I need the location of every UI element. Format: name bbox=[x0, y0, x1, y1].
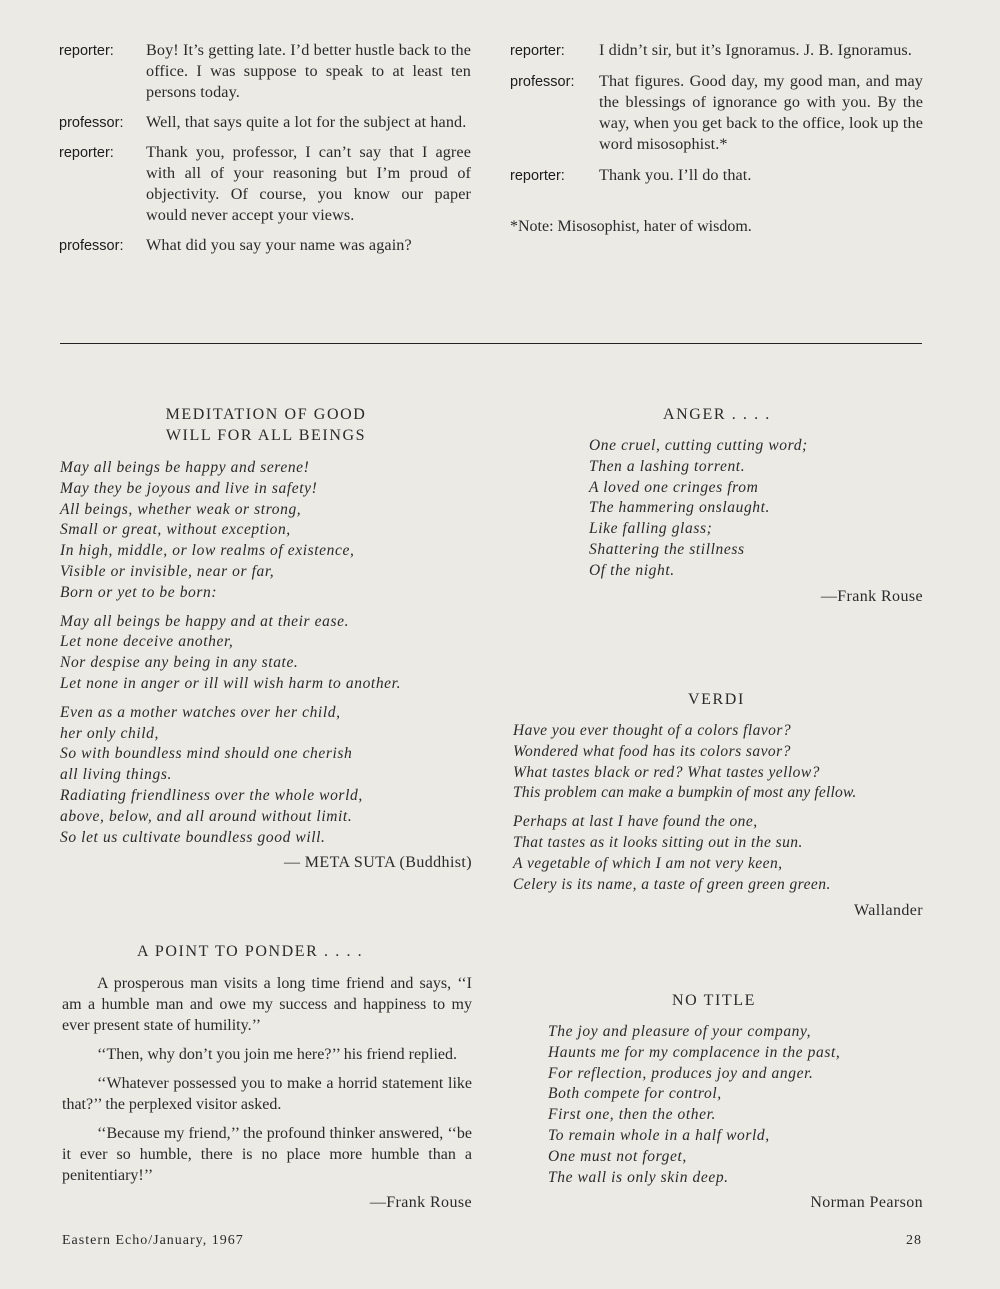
poem-line: The wall is only skin deep. bbox=[548, 1168, 729, 1186]
poem-line: Wondered what food has its colors savor? bbox=[513, 742, 791, 760]
poem-line: all living things. bbox=[60, 766, 172, 784]
poem-title: VERDI bbox=[688, 691, 745, 708]
poem-stanza bbox=[60, 703, 472, 849]
poem-line: Both compete for control, bbox=[548, 1085, 722, 1103]
article-title: A POINT TO PONDER . . . . bbox=[137, 943, 364, 960]
poem-stanza bbox=[60, 612, 472, 695]
poem-line: What tastes black or red? What tastes yellow? bbox=[513, 763, 820, 781]
poem-stanza bbox=[513, 721, 923, 804]
poem-line: That tastes as it looks sitting out in the sun. bbox=[513, 833, 803, 851]
article-attribution: —Frank Rouse bbox=[369, 1194, 472, 1211]
page-number: 28 bbox=[906, 1233, 922, 1248]
poem-line: One must not forget, bbox=[548, 1147, 687, 1165]
poem-line: Born or yet to be born: bbox=[60, 583, 218, 601]
poem-line: In high, middle, or low realms of existence, bbox=[60, 542, 355, 560]
speaker-label: professor: bbox=[59, 115, 124, 131]
poem-line: So with boundless mind should one cherish bbox=[60, 745, 353, 763]
publication-footer: Eastern Echo/January, 1967 bbox=[62, 1233, 244, 1248]
dialogue-line bbox=[59, 112, 471, 133]
poem-line: The joy and pleasure of your company, bbox=[548, 1023, 812, 1040]
speaker-label: professor: bbox=[510, 74, 575, 90]
poem-line: Let none deceive another, bbox=[60, 633, 234, 651]
dialogue-line bbox=[59, 40, 471, 103]
speaker-label: reporter: bbox=[510, 168, 565, 184]
dialogue-right-column bbox=[510, 40, 923, 236]
paragraph: ‘‘Because my friend,’’ the profound thinker answered, ‘‘be it ever so humble, there is no place more humble than a penitentiary!’’ bbox=[62, 1125, 472, 1184]
poem-line: above, below, and all around without limit. bbox=[60, 807, 353, 825]
poem-line: Of the night. bbox=[589, 561, 675, 579]
speech-text: What did you say your name was again? bbox=[146, 236, 412, 254]
poem-line: Have you ever thought of a colors flavor? bbox=[513, 722, 792, 739]
poem-line: May they be joyous and live in safety! bbox=[60, 479, 318, 497]
poem-stanza bbox=[510, 1022, 923, 1188]
anger-poem bbox=[510, 404, 923, 606]
poem-line: Nor despise any being in any state. bbox=[60, 654, 299, 672]
poem-attribution: — META SUTA (Buddhist) bbox=[283, 854, 472, 872]
poem-title: MEDITATION OF GOOD bbox=[165, 406, 367, 423]
poem-line: To remain whole in a half world, bbox=[548, 1126, 770, 1144]
poem-line: First one, then the other. bbox=[548, 1106, 716, 1124]
poem-line: A loved one cringes from bbox=[589, 478, 759, 496]
speech-text: Boy! It’s getting late. I’d better hustle back to the office. I was suppose to speak to at least ten persons today. bbox=[146, 41, 471, 101]
poem-line: This problem can make a bumpkin of most any fellow. bbox=[513, 784, 857, 802]
poem-line: May all beings be happy and at their ease. bbox=[60, 612, 350, 630]
poem-line: Visible or invisible, near or far, bbox=[60, 562, 275, 580]
poem-line: One cruel, cutting cutting word; bbox=[589, 437, 808, 454]
dialogue-line bbox=[59, 142, 471, 226]
speech-text: That figures. Good day, my good man, and may the blessings of ignorance go with you. By the way, when you get back to the office, look up the word misosophist.* bbox=[599, 72, 923, 153]
poem-line: Even as a mother watches over her child, bbox=[60, 703, 341, 721]
speech-text: I didn’t sir, but it’s Ignoramus. J. B. Ignoramus. bbox=[599, 41, 912, 59]
dialogue-line bbox=[510, 40, 923, 61]
verdi-poem bbox=[513, 689, 923, 920]
speaker-label: reporter: bbox=[510, 43, 565, 59]
speech-text: Thank you. I’ll do that. bbox=[599, 166, 752, 184]
poem-line: Let none in anger or ill will wish harm to another. bbox=[60, 674, 402, 692]
poem-line: May all beings be happy and serene! bbox=[60, 459, 310, 476]
speech-text: Thank you, professor, I can’t say that I agree with all of your reasoning but I’m proud of objectivity. Of course, you know our paper would never accept your views. bbox=[146, 143, 471, 224]
paragraph: ‘‘Then, why don’t you join me here?’’ his friend replied. bbox=[97, 1046, 458, 1063]
poem-stanza bbox=[513, 812, 923, 895]
poem-title: NO TITLE bbox=[672, 992, 757, 1009]
speaker-label: reporter: bbox=[59, 145, 114, 161]
point-to-ponder bbox=[62, 941, 472, 1212]
poem-line: Then a lashing torrent. bbox=[589, 457, 746, 475]
poem-line: Radiating friendliness over the whole world, bbox=[60, 786, 363, 804]
poem-title: WILL FOR ALL BEINGS bbox=[165, 427, 367, 444]
paragraph: ‘‘Whatever possessed you to make a horrid statement like that?’’ the perplexed visitor asked. bbox=[62, 1075, 472, 1113]
dialogue-line bbox=[510, 71, 923, 155]
dialogue-left-column bbox=[59, 40, 471, 265]
poem-line: For reflection, produces joy and anger. bbox=[548, 1064, 814, 1082]
speech-text: Well, that says quite a lot for the subject at hand. bbox=[146, 113, 467, 131]
speaker-label: professor: bbox=[59, 238, 124, 254]
poem-stanza bbox=[510, 436, 923, 582]
dialogue-line bbox=[510, 165, 923, 186]
poem-line: Haunts me for my complacence in the past, bbox=[548, 1043, 841, 1061]
footnote: *Note: Misosophist, hater of wisdom. bbox=[510, 218, 752, 235]
poem-line: A vegetable of which I am not very keen, bbox=[513, 854, 783, 872]
poem-line: Shattering the stillness bbox=[589, 540, 745, 558]
poem-line: Like falling glass; bbox=[589, 520, 713, 538]
poem-title: ANGER . . . . bbox=[663, 406, 771, 423]
speaker-label: reporter: bbox=[59, 43, 114, 59]
paragraph: A prosperous man visits a long time friend and says, ‘‘I am a humble man and owe my success and happiness to my ever present state of humility.’’ bbox=[62, 975, 472, 1034]
no-title-poem bbox=[510, 990, 923, 1212]
section-divider bbox=[60, 343, 922, 344]
poem-line: Celery is its name, a taste of green green green. bbox=[513, 875, 831, 893]
poem-attribution: Norman Pearson bbox=[810, 1194, 923, 1212]
poem-line: All beings, whether weak or strong, bbox=[60, 500, 302, 518]
poem-line: Small or great, without exception, bbox=[60, 521, 291, 539]
poem-line: her only child, bbox=[60, 724, 159, 742]
meditation-poem bbox=[60, 404, 472, 872]
poem-line: So let us cultivate boundless good will. bbox=[60, 828, 326, 846]
poem-stanza bbox=[60, 458, 472, 604]
dialogue-line bbox=[59, 235, 471, 256]
poem-line: Perhaps at last I have found the one, bbox=[513, 813, 758, 831]
poem-attribution: —Frank Rouse bbox=[820, 587, 923, 605]
poem-line: The hammering onslaught. bbox=[589, 499, 771, 517]
poem-attribution: Wallander bbox=[854, 902, 923, 920]
